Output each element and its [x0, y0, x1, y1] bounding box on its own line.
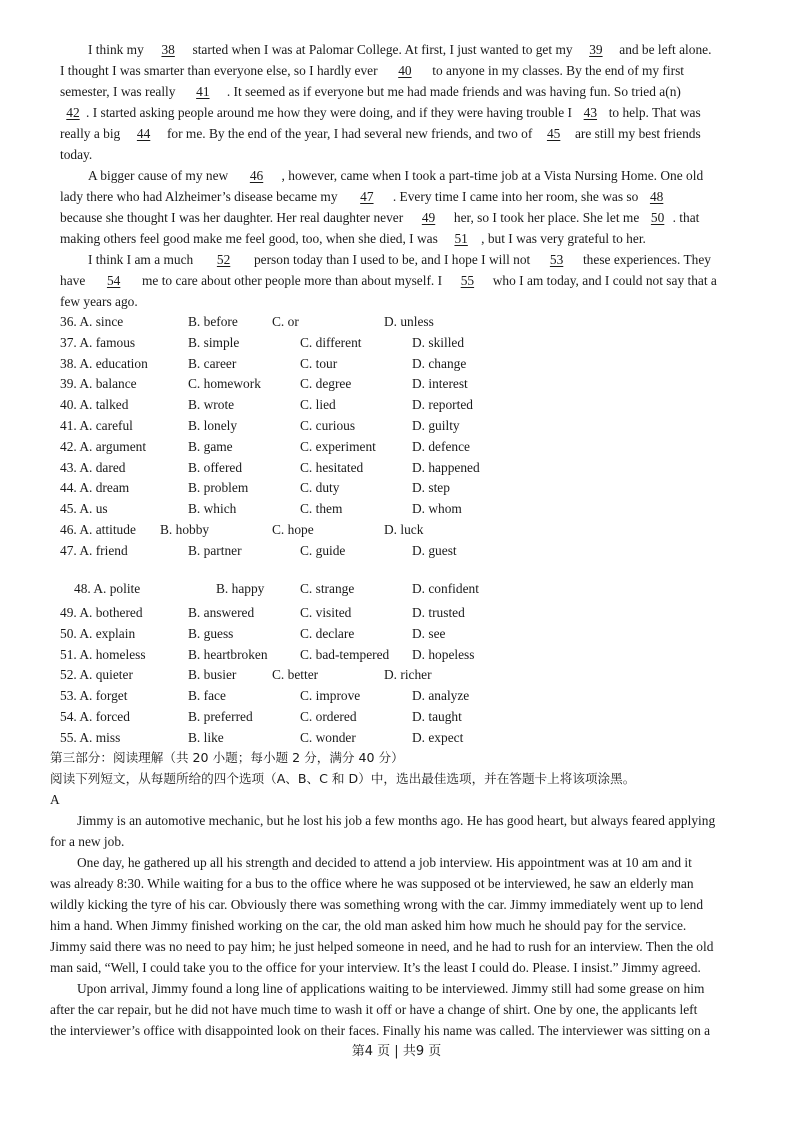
text: few years ago. — [60, 294, 138, 309]
cloze-line — [60, 83, 681, 100]
question-option: D. confident — [412, 581, 479, 596]
question-number: 43. — [60, 460, 77, 475]
question-option: B. lonely — [188, 418, 238, 433]
blank-39: 39 — [589, 42, 603, 57]
passage-line: Jimmy said there was no need to pay him; he just helped someone in need, and he had to rush for an interview. Then the old — [50, 939, 714, 954]
question-option: C. hope — [272, 522, 314, 537]
question-number: 42. — [60, 439, 77, 454]
text: her, so I took her place. She let me — [450, 210, 643, 225]
question-option: B. hobby — [160, 522, 210, 537]
blank-43: 43 — [583, 105, 598, 120]
blank-52: 52 — [216, 252, 231, 267]
question-option: B. simple — [188, 335, 240, 350]
question-option — [60, 646, 146, 663]
question-option: D. reported — [412, 397, 473, 412]
cloze-line — [60, 146, 92, 163]
question-option — [60, 500, 108, 517]
question-number: 55. — [60, 730, 77, 745]
text: , however, came when I took a part-time job at a Vista Nursing Home. One old — [281, 168, 704, 183]
question-option: B. career — [188, 356, 237, 371]
question-option: D. change — [412, 356, 467, 371]
text: really a big — [60, 126, 124, 141]
question-option — [60, 729, 120, 746]
question-option: B. happy — [216, 581, 265, 596]
blank-46: 46 — [249, 168, 264, 183]
question-option: C. homework — [188, 376, 261, 391]
question-option: B. partner — [188, 543, 242, 558]
cloze-line — [88, 251, 711, 268]
text: for me. By the end of the year, I had several new friends, and two of — [163, 126, 536, 141]
cloze-line — [60, 293, 138, 310]
question-number: 41. — [60, 418, 77, 433]
text: to help. That was — [605, 105, 701, 120]
question-option: B. problem — [188, 480, 249, 495]
option-text: A. polite — [93, 581, 141, 596]
question-option: D. taught — [412, 709, 462, 724]
question-option: C. or — [272, 314, 299, 329]
question-option: B. before — [188, 314, 238, 329]
question-option: C. experiment — [300, 439, 376, 454]
question-number: 54. — [60, 709, 77, 724]
passage-line: wildly kicking the tyre of his car. Obviously there was something wrong with the car. Jimmy immediately went up to lend — [50, 897, 704, 912]
blank-38: 38 — [161, 42, 175, 57]
blank-48: 48 — [649, 189, 664, 204]
blank-45: 45 — [546, 126, 561, 141]
question-option: C. guide — [300, 543, 346, 558]
question-option — [60, 604, 143, 621]
passage-line: One day, he gathered up all his strength and decided to attend a job interview. His appointment was at 10 am and it — [77, 855, 692, 870]
page-footer: 第4 页 | 共9 页 — [351, 1044, 442, 1059]
question-number: 52. — [60, 667, 77, 682]
question-number: 38. — [60, 356, 77, 371]
option-text: A. education — [79, 356, 148, 371]
text: me to care about other people more than about myself. I — [138, 273, 446, 288]
question-number: 51. — [60, 647, 77, 662]
option-text: A. bothered — [79, 605, 143, 620]
question-number: 48. — [74, 581, 91, 596]
question-option — [60, 417, 133, 434]
question-option: D. happened — [412, 460, 480, 475]
question-number: 39. — [60, 376, 77, 391]
text: . Every time I came into her room, she was so — [392, 189, 642, 204]
option-text: A. careful — [79, 418, 133, 433]
passage-line: was already 8:30. While waiting for a bus to the office where he was supposed ot be interviewed, he saw an elderly man — [50, 876, 694, 891]
text: who I am today, and I could not say that a — [489, 273, 717, 288]
question-option — [60, 666, 133, 683]
question-option: D. analyze — [412, 688, 470, 703]
passage-line: him a hand. When Jimmy finished working on the car, the old man asked him how much he should pay for the service. — [50, 918, 687, 933]
text: are still my best friends — [571, 126, 701, 141]
text: because she thought I was her daughter. Her real daughter never — [60, 210, 407, 225]
blank-55: 55 — [460, 273, 475, 288]
question-option — [60, 521, 136, 538]
question-option — [60, 459, 125, 476]
question-number: 47. — [60, 543, 77, 558]
question-option — [60, 375, 137, 392]
question-option: B. game — [188, 439, 233, 454]
question-option: D. step — [412, 480, 450, 495]
blank-47: 47 — [360, 189, 374, 204]
text: I think I am a much — [88, 252, 197, 267]
question-number: 40. — [60, 397, 77, 412]
question-option: C. different — [300, 335, 362, 350]
question-option: B. preferred — [188, 709, 253, 724]
question-option: C. strange — [300, 581, 355, 596]
blank-41: 41 — [196, 84, 210, 99]
question-option: C. duty — [300, 480, 340, 495]
question-option — [60, 438, 146, 455]
passage-line: after the car repair, but he did not have much time to wash it off or have a change of shirt. One by one, the applicants left — [50, 1002, 698, 1017]
question-option: C. declare — [300, 626, 355, 641]
question-number: 49. — [60, 605, 77, 620]
blank-54: 54 — [106, 273, 121, 288]
question-option: D. trusted — [412, 605, 465, 620]
blank-51: 51 — [454, 231, 468, 246]
text: . It seemed as if everyone but me had made friends and was having fun. So tried a(n) — [226, 84, 681, 99]
question-option: C. improve — [300, 688, 361, 703]
cloze-line — [60, 188, 672, 205]
question-option — [60, 355, 148, 372]
question-option: C. tour — [300, 356, 338, 371]
text: these experiences. They — [579, 252, 711, 267]
option-text: A. talked — [79, 397, 129, 412]
blank-44: 44 — [136, 126, 151, 141]
passage-line: the interviewer’s office with disappointed look on their faces. Finally his name was called. The interviewer was sitting on a — [50, 1023, 711, 1038]
cloze-line — [60, 125, 701, 142]
passage-line: Upon arrival, Jimmy found a long line of applications waiting to be interviewed. Jimmy still had some grease on him — [77, 981, 705, 996]
passage-label: A — [50, 792, 60, 807]
blank-42: 42 — [66, 105, 80, 120]
question-option: C. curious — [300, 418, 356, 433]
text: to anyone in my classes. By the end of my first — [428, 63, 685, 78]
cloze-line — [60, 272, 717, 289]
question-option: D. luck — [384, 522, 424, 537]
option-text: A. balance — [79, 376, 137, 391]
question-option: B. like — [188, 730, 224, 745]
question-option: B. heartbroken — [188, 647, 268, 662]
blank-50: 50 — [650, 210, 665, 225]
text: person today than I used to be, and I hope I will not — [250, 252, 534, 267]
question-option: C. them — [300, 501, 343, 516]
text: , but I was very grateful to her. — [481, 231, 646, 246]
option-text: A. forget — [79, 688, 128, 703]
section-heading: 第三部分：阅读理解（共 20 小题；每小题 2 分，满分 40 分） — [50, 750, 404, 765]
question-option: C. bad-tempered — [300, 647, 390, 662]
option-text: A. attitude — [79, 522, 136, 537]
question-option: D. hopeless — [412, 647, 475, 662]
option-text: A. dream — [79, 480, 130, 495]
question-option: D. expect — [412, 730, 464, 745]
question-option: B. guess — [188, 626, 234, 641]
passage-line: man said, “Well, I could take you to the office for your interview. It’s the least I could do. Please. I insist.” Jimmy agreed. — [50, 960, 701, 975]
option-text: A. friend — [79, 543, 128, 558]
question-option: C. lied — [300, 397, 336, 412]
text: lady there who had Alzheimer’s disease became my — [60, 189, 341, 204]
question-option: B. face — [188, 688, 226, 703]
question-option: D. skilled — [412, 335, 465, 350]
question-option: D. guest — [412, 543, 457, 558]
question-option: D. whom — [412, 501, 462, 516]
cloze-line — [60, 230, 646, 247]
cloze-line — [60, 104, 701, 121]
passage-line: Jimmy is an automotive mechanic, but he lost his job a few months ago. He has good heart, but always feared applying — [77, 813, 716, 828]
question-option — [60, 625, 135, 642]
question-option: D. defence — [412, 439, 470, 454]
question-option — [74, 580, 140, 597]
text: I thought I was smarter than everyone else, so I hardly ever — [60, 63, 381, 78]
question-option — [60, 313, 123, 330]
cloze-line — [60, 62, 684, 79]
text: semester, I was really — [60, 84, 179, 99]
option-text: A. forced — [79, 709, 130, 724]
question-option: D. interest — [412, 376, 468, 391]
text: have — [60, 273, 89, 288]
question-number: 44. — [60, 480, 77, 495]
question-number: 53. — [60, 688, 77, 703]
option-text: A. quieter — [79, 667, 133, 682]
question-number: 45. — [60, 501, 77, 516]
text: today. — [60, 147, 93, 162]
question-option: B. busier — [188, 667, 237, 682]
question-option: B. offered — [188, 460, 243, 475]
blank-40: 40 — [398, 63, 412, 78]
section-instruction: 阅读下列短文，从每题所给的四个选项（A、B、C 和 D）中，选出最佳选项，并在答题卡上将该项涂黑。 — [50, 771, 636, 786]
question-option: C. wonder — [300, 730, 356, 745]
question-number: 36. — [60, 314, 77, 329]
question-option — [60, 687, 127, 704]
cloze-line — [88, 167, 703, 184]
blank-53: 53 — [549, 252, 564, 267]
blank-49: 49 — [421, 210, 436, 225]
question-option: C. ordered — [300, 709, 357, 724]
question-number: 37. — [60, 335, 77, 350]
question-option — [60, 542, 128, 559]
cloze-line — [60, 209, 699, 226]
text: and be left alone. — [615, 42, 712, 57]
option-text: A. argument — [79, 439, 147, 454]
question-number: 50. — [60, 626, 77, 641]
text: A bigger cause of my new — [88, 168, 232, 183]
text: . that — [672, 210, 700, 225]
question-option: D. richer — [384, 667, 432, 682]
question-option: D. unless — [384, 314, 434, 329]
question-option: C. degree — [300, 376, 352, 391]
option-text: A. us — [79, 501, 108, 516]
question-option: D. see — [412, 626, 446, 641]
text: I think my — [88, 42, 148, 57]
question-option: B. answered — [188, 605, 255, 620]
option-text: A. explain — [79, 626, 136, 641]
option-text: A. since — [79, 314, 124, 329]
question-option: D. guilty — [412, 418, 460, 433]
question-option: C. hesitated — [300, 460, 364, 475]
text: making others feel good make me feel good, too, when she died, I was — [60, 231, 442, 246]
option-text: A. dared — [79, 460, 126, 475]
question-option: C. visited — [300, 605, 352, 620]
passage-line: for a new job. — [50, 834, 125, 849]
question-number: 46. — [60, 522, 77, 537]
cloze-line — [88, 41, 711, 58]
text: started when I was at Palomar College. At first, I just wanted to get my — [189, 42, 576, 57]
text: . I started asking people around me how they were doing, and if they were having trouble I — [86, 105, 576, 120]
question-option — [60, 708, 130, 725]
question-option: B. which — [188, 501, 237, 516]
question-option — [60, 396, 128, 413]
option-text: A. famous — [79, 335, 136, 350]
question-option — [60, 334, 135, 351]
option-text: A. homeless — [79, 647, 146, 662]
question-option: B. wrote — [188, 397, 235, 412]
question-option: C. better — [272, 667, 319, 682]
question-option — [60, 479, 129, 496]
option-text: A. miss — [79, 730, 121, 745]
